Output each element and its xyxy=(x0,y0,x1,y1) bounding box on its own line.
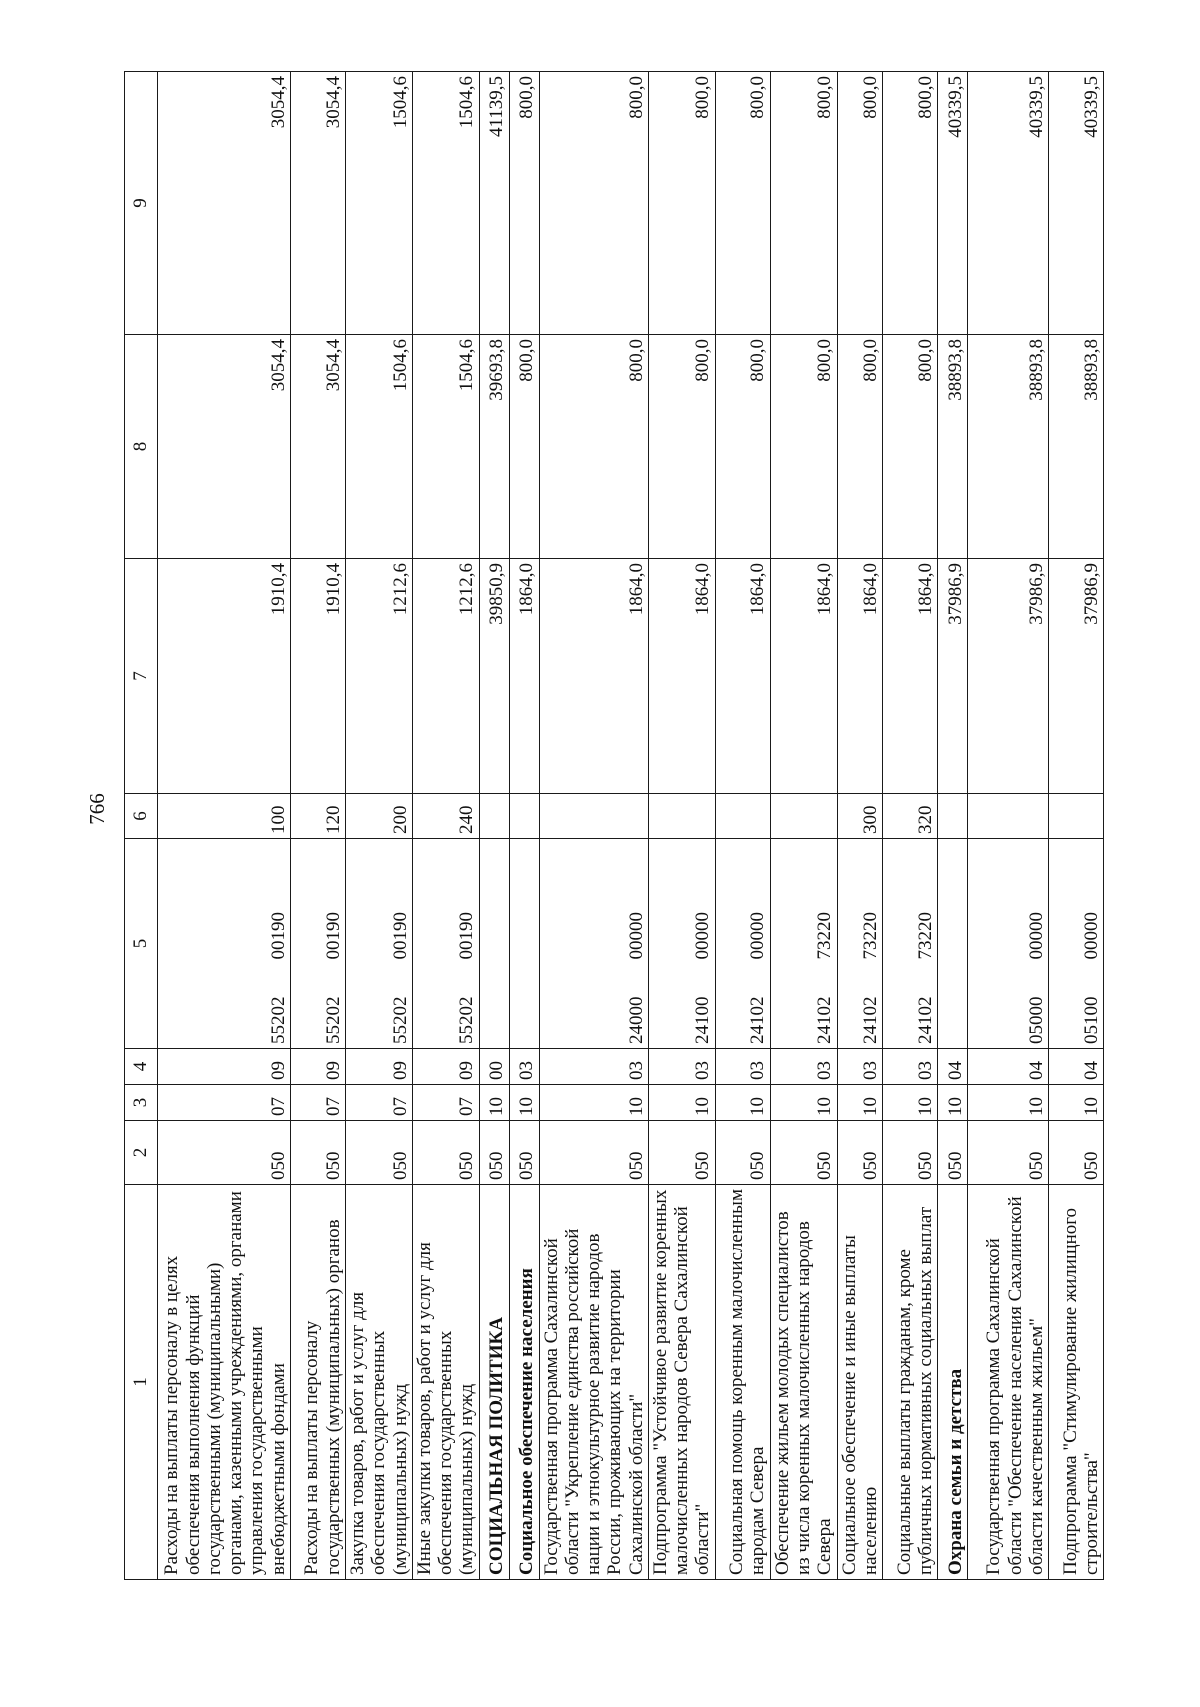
row-c6: 120 xyxy=(291,794,346,839)
row-c7: 1864,0 xyxy=(883,559,938,794)
row-c5a: 24102 xyxy=(914,996,936,1044)
row-c8: 3054,4 xyxy=(158,335,291,559)
row-c6 xyxy=(1049,794,1104,839)
row-c3: 10 xyxy=(770,1085,837,1121)
row-c8: 3054,4 xyxy=(291,335,346,559)
row-c5b: 00190 xyxy=(322,912,344,960)
row-c8: 800,0 xyxy=(837,335,883,559)
col-header-6: 6 xyxy=(125,794,158,839)
row-c9: 1504,6 xyxy=(412,72,479,335)
row-c5a: 55202 xyxy=(456,996,478,1044)
row-c7: 1864,0 xyxy=(770,559,837,794)
row-c4: 04 xyxy=(968,1049,1049,1085)
row-name: Расходы на выплаты персоналу государственных (муниципальных) органов xyxy=(291,1185,346,1580)
table-row xyxy=(291,72,346,1580)
row-c7: 1864,0 xyxy=(509,559,539,794)
row-c6 xyxy=(539,794,648,839)
section-row xyxy=(509,72,539,1580)
section-row xyxy=(938,72,968,1580)
table-row xyxy=(539,72,648,1580)
row-c8: 800,0 xyxy=(883,335,938,559)
row-c3: 10 xyxy=(837,1085,883,1121)
budget-table xyxy=(124,71,1104,1580)
row-c7: 1910,4 xyxy=(158,559,291,794)
col-header-1: 1 xyxy=(125,1185,158,1580)
row-c6 xyxy=(509,794,539,839)
row-c5 xyxy=(837,839,883,1049)
row-c2: 050 xyxy=(968,1121,1049,1185)
row-c3: 07 xyxy=(158,1085,291,1121)
row-c4: 00 xyxy=(479,1049,509,1085)
header-row xyxy=(125,72,158,1580)
row-c3: 10 xyxy=(938,1085,968,1121)
row-name: Государственная программа Сахалинской области "Укрепление единства российской нации и этнокультурное развитие народов России, проживающих на территории Сахалинской области" xyxy=(539,1185,648,1580)
row-c5a: 55202 xyxy=(267,996,289,1044)
row-name: Обеспечение жильем молодых специалистов из числа коренных малочисленных народов Севера xyxy=(770,1185,837,1580)
rotated-page xyxy=(124,72,1102,1580)
row-c5a: 24100 xyxy=(692,996,714,1044)
row-c7: 37986,9 xyxy=(938,559,968,794)
row-c4: 04 xyxy=(938,1049,968,1085)
row-c7: 37986,9 xyxy=(968,559,1049,794)
row-c9: 800,0 xyxy=(883,72,938,335)
row-c5 xyxy=(648,839,715,1049)
table-row xyxy=(346,72,413,1580)
row-c7: 1864,0 xyxy=(648,559,715,794)
row-c5 xyxy=(1049,839,1104,1049)
row-c8: 38893,8 xyxy=(938,335,968,559)
table-row xyxy=(158,72,291,1580)
row-c5 xyxy=(479,839,509,1049)
section-row xyxy=(479,72,509,1580)
row-c8: 1504,6 xyxy=(346,335,413,559)
row-c5a: 24102 xyxy=(747,996,769,1044)
row-c8: 39693,8 xyxy=(479,335,509,559)
row-c8: 800,0 xyxy=(509,335,539,559)
row-c5a: 05100 xyxy=(1080,996,1102,1044)
row-name: Социальные выплаты гражданам, кроме публичных нормативных социальных выплат xyxy=(883,1185,938,1580)
row-name: Подпрограмма "Стимулирование жилищного строительства" xyxy=(1049,1185,1104,1580)
row-c5 xyxy=(883,839,938,1049)
row-c5b: 00190 xyxy=(389,912,411,960)
row-c5b: 73220 xyxy=(859,912,881,960)
row-c6: 320 xyxy=(883,794,938,839)
row-c9: 41139,5 xyxy=(479,72,509,335)
row-c5 xyxy=(938,839,968,1049)
row-c2: 050 xyxy=(1049,1121,1104,1185)
row-c5b: 00190 xyxy=(456,912,478,960)
row-c5a: 55202 xyxy=(322,996,344,1044)
row-c5b: 00000 xyxy=(1025,912,1047,960)
row-name: Государственная программа Сахалинской области "Обеспечение населения Сахалинской области качественным жильем" xyxy=(968,1185,1049,1580)
row-c5b: 00000 xyxy=(625,912,647,960)
row-c6 xyxy=(479,794,509,839)
table-row xyxy=(883,72,938,1580)
row-c6 xyxy=(968,794,1049,839)
row-c3: 10 xyxy=(1049,1085,1104,1121)
row-name: Подпрограмма "Устойчивое развитие коренных малочисленных народов Севера Сахалинской области" xyxy=(648,1185,715,1580)
row-name: Закупка товаров, работ и услуг для обеспечения государственных (муниципальных) нужд xyxy=(346,1185,413,1580)
row-c6: 100 xyxy=(158,794,291,839)
row-c6 xyxy=(938,794,968,839)
row-c7: 1910,4 xyxy=(291,559,346,794)
row-c2: 050 xyxy=(715,1121,770,1185)
row-c4: 03 xyxy=(883,1049,938,1085)
table-row xyxy=(770,72,837,1580)
row-c7: 1864,0 xyxy=(715,559,770,794)
row-c9: 40339,5 xyxy=(938,72,968,335)
row-name: Расходы на выплаты персоналу в целях обеспечения выполнения функций государственными (муниципальными) органами, казенными учреждениями, органами управления государственными внебюджетными фондами xyxy=(158,1185,291,1580)
row-c5 xyxy=(509,839,539,1049)
row-c2: 050 xyxy=(770,1121,837,1185)
row-name: Иные закупки товаров, работ и услуг для обеспечения государственных (муниципальных) нужд xyxy=(412,1185,479,1580)
col-header-5: 5 xyxy=(125,839,158,1049)
row-c9: 3054,4 xyxy=(158,72,291,335)
row-c3: 10 xyxy=(883,1085,938,1121)
row-c5 xyxy=(291,839,346,1049)
row-c7: 39850,9 xyxy=(479,559,509,794)
row-name: Охрана семьи и детства xyxy=(938,1185,968,1580)
table-row xyxy=(412,72,479,1580)
row-c4: 03 xyxy=(837,1049,883,1085)
row-c9: 800,0 xyxy=(837,72,883,335)
row-c5a: 05000 xyxy=(1025,996,1047,1044)
col-header-2: 2 xyxy=(125,1121,158,1185)
row-c9: 800,0 xyxy=(715,72,770,335)
table-row xyxy=(648,72,715,1580)
row-c5 xyxy=(968,839,1049,1049)
row-c2: 050 xyxy=(883,1121,938,1185)
row-c5a: 24102 xyxy=(859,996,881,1044)
row-c9: 800,0 xyxy=(648,72,715,335)
row-c3: 10 xyxy=(715,1085,770,1121)
row-c3: 07 xyxy=(412,1085,479,1121)
row-c6: 200 xyxy=(346,794,413,839)
row-c9: 40339,5 xyxy=(968,72,1049,335)
row-c4: 03 xyxy=(770,1049,837,1085)
row-c9: 800,0 xyxy=(770,72,837,335)
table-row xyxy=(968,72,1049,1580)
row-c3: 07 xyxy=(346,1085,413,1121)
row-c4: 09 xyxy=(158,1049,291,1085)
col-header-4: 4 xyxy=(125,1049,158,1085)
row-c3: 10 xyxy=(968,1085,1049,1121)
row-c8: 38893,8 xyxy=(968,335,1049,559)
row-c5 xyxy=(412,839,479,1049)
row-c6 xyxy=(770,794,837,839)
row-c5b: 00000 xyxy=(1080,912,1102,960)
row-c3: 10 xyxy=(509,1085,539,1121)
row-c2: 050 xyxy=(479,1121,509,1185)
row-c7: 1864,0 xyxy=(837,559,883,794)
row-c6 xyxy=(715,794,770,839)
table-row xyxy=(837,72,883,1580)
row-c4: 03 xyxy=(539,1049,648,1085)
row-c4: 03 xyxy=(648,1049,715,1085)
row-name: Социальное обеспечение и иные выплаты населению xyxy=(837,1185,883,1580)
row-c4: 09 xyxy=(346,1049,413,1085)
row-c5a: 24102 xyxy=(814,996,836,1044)
row-c2: 050 xyxy=(158,1121,291,1185)
row-name: СОЦИАЛЬНАЯ ПОЛИТИКА xyxy=(479,1185,509,1580)
row-c5b: 00190 xyxy=(267,912,289,960)
page-number: 766 xyxy=(85,793,109,825)
row-c9: 1504,6 xyxy=(346,72,413,335)
row-c5 xyxy=(346,839,413,1049)
row-c4: 09 xyxy=(291,1049,346,1085)
row-c5 xyxy=(158,839,291,1049)
row-c9: 3054,4 xyxy=(291,72,346,335)
row-c5a: 55202 xyxy=(389,996,411,1044)
row-c8: 800,0 xyxy=(770,335,837,559)
row-c5 xyxy=(770,839,837,1049)
row-c4: 03 xyxy=(715,1049,770,1085)
row-c6: 300 xyxy=(837,794,883,839)
row-c8: 1504,6 xyxy=(412,335,479,559)
row-name: Социальное обеспечение населения xyxy=(509,1185,539,1580)
row-c7: 37986,9 xyxy=(1049,559,1104,794)
row-c8: 800,0 xyxy=(715,335,770,559)
row-c2: 050 xyxy=(539,1121,648,1185)
row-c2: 050 xyxy=(291,1121,346,1185)
row-c5b: 00000 xyxy=(747,912,769,960)
row-c5 xyxy=(715,839,770,1049)
col-header-3: 3 xyxy=(125,1085,158,1121)
row-c4: 04 xyxy=(1049,1049,1104,1085)
row-c9: 40339,5 xyxy=(1049,72,1104,335)
row-c3: 07 xyxy=(291,1085,346,1121)
col-header-7: 7 xyxy=(125,559,158,794)
row-c2: 050 xyxy=(837,1121,883,1185)
row-c9: 800,0 xyxy=(509,72,539,335)
col-header-9: 9 xyxy=(125,72,158,335)
row-c2: 050 xyxy=(938,1121,968,1185)
row-c4: 09 xyxy=(412,1049,479,1085)
row-c4: 03 xyxy=(509,1049,539,1085)
row-c7: 1212,6 xyxy=(412,559,479,794)
row-c8: 800,0 xyxy=(648,335,715,559)
row-c3: 10 xyxy=(479,1085,509,1121)
row-c7: 1864,0 xyxy=(539,559,648,794)
row-c5a: 24000 xyxy=(625,996,647,1044)
row-c2: 050 xyxy=(412,1121,479,1185)
row-c2: 050 xyxy=(509,1121,539,1185)
table-row xyxy=(1049,72,1104,1580)
row-c8: 800,0 xyxy=(539,335,648,559)
row-c5 xyxy=(539,839,648,1049)
row-c3: 10 xyxy=(539,1085,648,1121)
row-c5b: 73220 xyxy=(914,912,936,960)
row-name: Социальная помощь коренным малочисленным народам Севера xyxy=(715,1185,770,1580)
row-c5b: 73220 xyxy=(814,912,836,960)
row-c9: 800,0 xyxy=(539,72,648,335)
row-c5b: 00000 xyxy=(692,912,714,960)
row-c8: 38893,8 xyxy=(1049,335,1104,559)
row-c3: 10 xyxy=(648,1085,715,1121)
row-c6: 240 xyxy=(412,794,479,839)
col-header-8: 8 xyxy=(125,335,158,559)
row-c6 xyxy=(648,794,715,839)
row-c7: 1212,6 xyxy=(346,559,413,794)
row-c2: 050 xyxy=(648,1121,715,1185)
table-row xyxy=(715,72,770,1580)
row-c2: 050 xyxy=(346,1121,413,1185)
